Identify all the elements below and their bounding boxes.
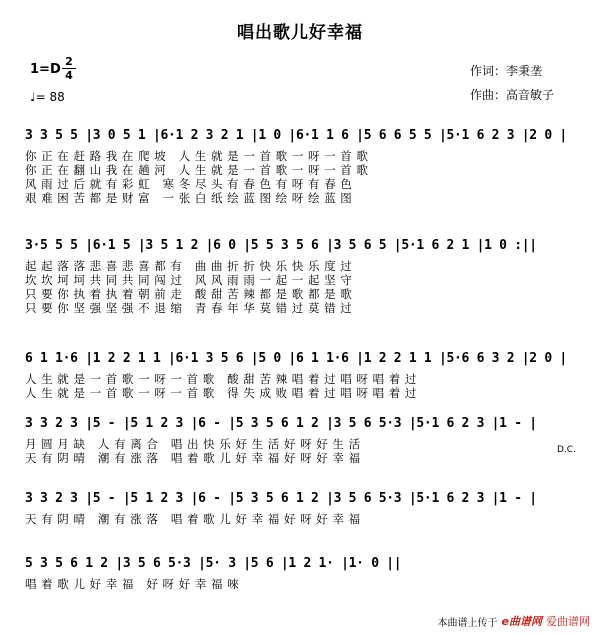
lyric-line	[25, 576, 580, 590]
lyric-line	[25, 286, 580, 300]
score-section	[25, 550, 580, 590]
composer-credit: 作曲：高音敏子	[470, 88, 555, 102]
notation-line	[25, 232, 580, 258]
lyric-line	[25, 450, 580, 464]
score-section	[25, 232, 580, 314]
lyric-text: 艰 难 困 苦 都 是 财 富 一 张 白 纸 绘 蓝 图 绘 呀 绘 蓝 图	[25, 191, 353, 205]
lyric-line	[25, 272, 580, 286]
lyric-text: 风 雨 过 后 就 有 彩 虹 寒 冬 尽 头 有 春 色 有 呀 有 春 色	[25, 177, 353, 191]
lyric-text: 人 生 就 是 一 首 歌 一 呀 一 首 歌 得 失 成 败 唱 着 过 唱 呀 唱 着 过	[25, 386, 417, 400]
lyric-text: 你 正 在 翻 山 我 在 趟 河 人 生 就 是 一 首 歌 一 呀 一 首 歌	[25, 163, 369, 177]
lyric-text: 起 起 落 落 悲 喜 悲 喜 都 有 曲 曲 折 折 快 乐 快 乐 度 过	[25, 259, 353, 273]
score-section	[25, 410, 580, 464]
lyric-text: 天 有 阴 晴 潮 有 涨 落 唱 着 歌 儿 好 幸 福 好 呀 好 幸 福	[25, 512, 361, 526]
song-title: 唱出歌儿好幸福	[237, 23, 363, 43]
score-section	[25, 345, 580, 399]
score-section	[25, 122, 580, 204]
lyric-text: 人 生 就 是 一 首 歌 一 呀 一 首 歌 酸 甜 苦 辣 唱 着 过 唱 呀 唱 着 过	[25, 372, 417, 386]
site-logo[interactable]: e曲谱网	[501, 615, 542, 628]
footer-text: 本曲谱上传于	[437, 617, 498, 629]
time-signature-bottom: 4	[65, 69, 73, 82]
notation-line	[25, 345, 580, 371]
notation-line	[25, 485, 580, 511]
lyric-line	[25, 176, 580, 190]
score-section	[25, 485, 580, 525]
time-signature	[62, 56, 76, 81]
notation-text: 3 3 2 3 |5 - |5 1 2 3 |6 - |5 3 5 6 1 2 |3 5 6 5·3 |5·1 6 2 3 |1 - |	[25, 490, 537, 506]
lyric-line	[25, 148, 580, 162]
lyric-line	[25, 190, 580, 204]
lyric-text: 你 正 在 赶 路 我 在 爬 坡 人 生 就 是 一 首 歌 一 呀 一 首 歌	[25, 149, 369, 163]
dc-marking: D.C.	[557, 445, 576, 455]
notation-text: 3 3 2 3 |5 - |5 1 2 3 |6 - |5 3 5 6 1 2 |3 5 6 5·3 |5·1 6 2 3 |1 - |	[25, 415, 537, 431]
footer	[438, 613, 590, 629]
notation-line	[25, 122, 580, 148]
lyric-line	[25, 162, 580, 176]
lyric-line	[25, 436, 580, 450]
lyricist-credit: 作词：李秉垄	[470, 64, 543, 78]
key-signature: 1=D	[30, 62, 61, 77]
lyric-text: 月 圆 月 缺 人 有 离 合 唱 出 快 乐 好 生 活 好 呀 好 生 活	[25, 437, 361, 451]
time-signature-top: 2	[65, 55, 73, 68]
lyric-line	[25, 511, 580, 525]
lyric-text: 只 要 你 坚 强 坚 强 不 退 缩 青 春 年 华 莫 错 过 莫 错 过	[25, 301, 353, 315]
notation-text: 3·5 5 5 |6·1 5 |3 5 1 2 |6 0 |5 5 3 5 6 |3 5 6 5 |5·1 6 2 1 |1 0 :||	[25, 237, 537, 253]
notation-text: 3 3 5 5 |3 0 5 1 |6·1 2 3 2 1 |1 0 |6·1 1 6 |5 6 6 5 5 |5·1 6 2 3 |2 0 |	[25, 127, 567, 143]
lyric-text: 唱 着 歌 儿 好 幸 福 好 呀 好 幸 福 唻	[25, 577, 240, 591]
lyric-text: 天 有 阴 晴 潮 有 涨 落 唱 着 歌 儿 好 幸 福 好 呀 好 幸 福	[25, 451, 361, 465]
notation-text: 5 3 5 6 1 2 |3 5 6 5·3 |5· 3 |5 6 |1 2 1· |1· 0 ||	[25, 555, 402, 571]
lyric-line	[25, 385, 580, 399]
lyric-line	[25, 258, 580, 272]
site-logo-2[interactable]: 爱曲谱网	[546, 615, 590, 628]
tempo-marking: ♩= 88	[30, 90, 65, 104]
lyric-line	[25, 371, 580, 385]
lyric-text: 坎 坎 坷 坷 共 同 共 同 闯 过 风 风 雨 雨 一 起 一 起 坚 守	[25, 273, 353, 287]
notation-text: 6 1 1·6 |1 2 2 1 1 |6·1 3 5 6 |5 0 |6 1 1·6 |1 2 2 1 1 |5·6 6 3 2 |2 0 |	[25, 350, 567, 366]
lyric-text: 只 要 你 执 着 执 着 朝 前 走 酸 甜 苦 辣 都 是 歌 都 是 歌	[25, 287, 353, 301]
lyric-line	[25, 300, 580, 314]
notation-line	[25, 550, 580, 576]
notation-line	[25, 410, 580, 436]
